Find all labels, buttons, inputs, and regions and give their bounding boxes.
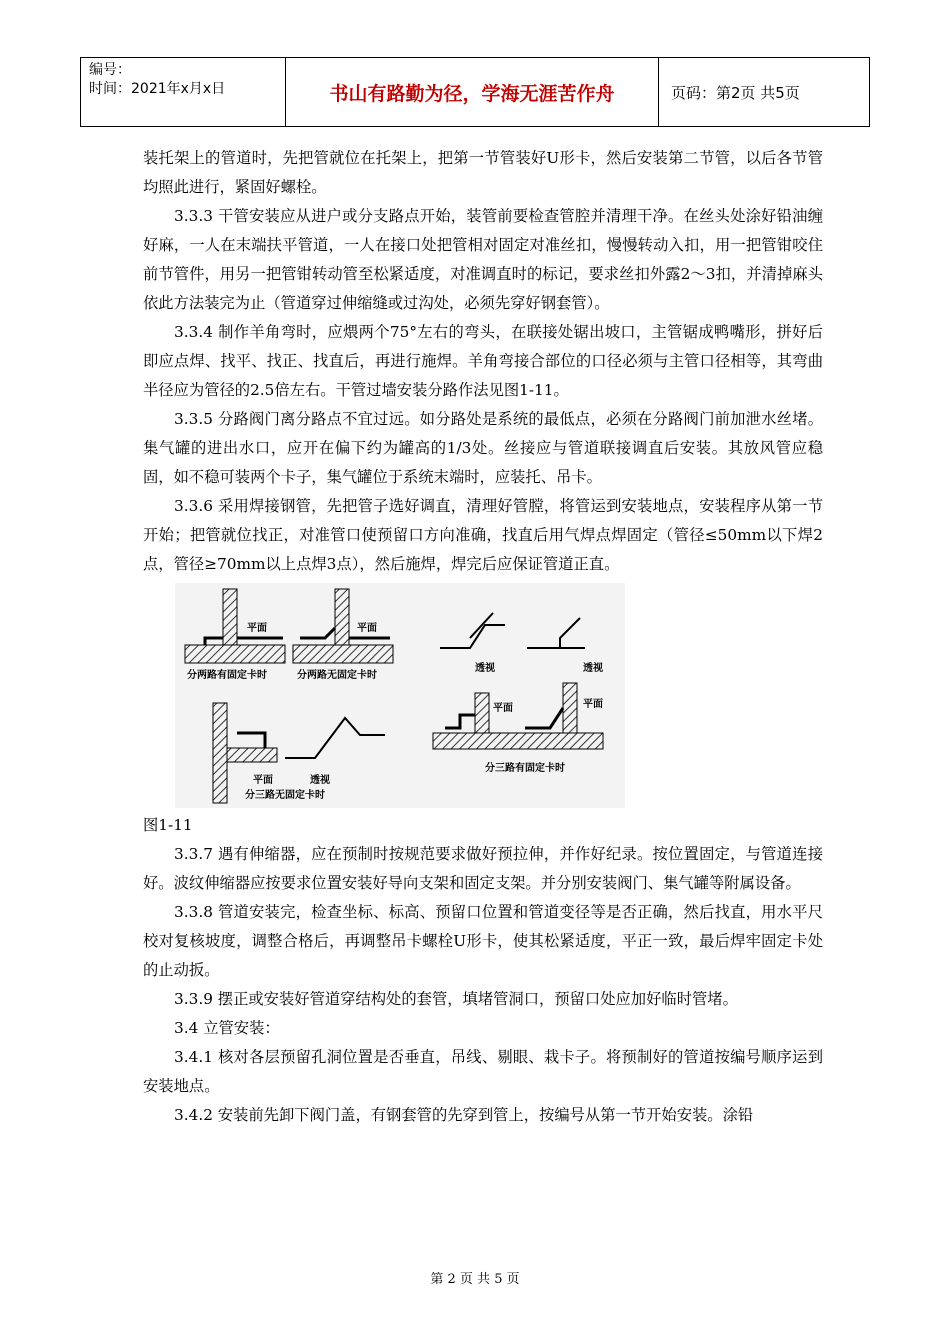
pipe xyxy=(525,708,563,728)
paragraph: 3.4.1 核对各层预留孔洞位置是否垂直，吊线、剔眼、栽卡子。将预制好的管道按编号顺序运到安装地点。 xyxy=(143,1048,823,1095)
pipe xyxy=(300,628,335,638)
wall-section xyxy=(213,703,227,803)
perspective-label: 透视 xyxy=(310,775,330,786)
plan-label: 平面 xyxy=(253,775,273,786)
section-heading: 3.4 立管安装： xyxy=(174,1019,280,1037)
two-branch-noclamp-label: 分两路无固定卡时 xyxy=(297,670,377,681)
floor-slab xyxy=(433,733,603,749)
pipe-branch-diagram xyxy=(175,583,625,808)
figure-caption: 图1-11 xyxy=(143,816,193,834)
pipe-perspective xyxy=(527,618,580,648)
floor-slab xyxy=(185,645,285,663)
paragraph: 装托架上的管道时，先把管就位在托架上，把第一节管装好U形卡，然后安装第二节管，以后各节管均照此进行，紧固好螺栓。 xyxy=(143,149,823,196)
document-body xyxy=(143,144,823,1130)
header-motto: 书山有路勤为径，学海无涯苦作舟 xyxy=(286,58,659,126)
plan-label: 平面 xyxy=(247,623,267,634)
page-header xyxy=(80,57,870,127)
header-meta xyxy=(81,58,286,126)
paragraph: 3.3.5 分路阀门离分路点不宜过远。如分路处是系统的最低点，必须在分路阀门前加泄水丝堵。集气罐的进出水口，应开在偏下约为罐高的1/3处。丝接应与管道联接调直后安装。其放风管应稳固，如不稳可装两个卡子，集气罐位于系统末端时，应装托、吊卡。 xyxy=(143,410,823,486)
wall-section xyxy=(475,693,489,733)
paragraph: 3.3.7 遇有伸缩器，应在预制时按规范要求做好预拉伸，并作好纪录。按位置固定，与管道连接好。波纹伸缩器应按要求位置安装好导向支架和固定支架。并分别安装阀门、集气罐等附属设备。 xyxy=(143,845,823,892)
plan-label: 平面 xyxy=(493,703,513,714)
document-time: 时间：2021年x月x日 xyxy=(89,81,226,97)
wall-section xyxy=(223,589,237,645)
wall-section xyxy=(335,589,349,645)
document-number-label: 编号： xyxy=(89,62,131,78)
paragraph: 3.3.9 摆正或安装好管道穿结构处的套管，填堵管洞口，预留口处应加好临时管堵。 xyxy=(174,990,738,1008)
floor-slab xyxy=(227,748,277,762)
pipe xyxy=(445,715,475,728)
perspective-label: 透视 xyxy=(475,663,495,674)
three-branch-noclamp-label: 分三路无固定卡时 xyxy=(245,790,325,801)
perspective-label: 透视 xyxy=(583,663,603,674)
plan-label: 平面 xyxy=(583,699,603,710)
paragraph: 3.3.3 干管安装应从进户或分支路点开始，装管前要检查管腔并清理干净。在丝头处涂好铅油缠好麻，一人在末端扶平管道，一人在接口处把管相对固定对准丝扣，慢慢转动入扣，用一把管钳咬住前节管件，用另一把管钳转动管至松紧适度，对准调直时的标记，要求丝扣外露2～3扣，并清掉麻头依此方法装完为止（管道穿过伸缩缝或过沟处，必须先穿好钢套管）。 xyxy=(143,207,823,312)
page-footer: 第 2 页 共 5 页 xyxy=(430,1272,520,1287)
plan-label: 平面 xyxy=(357,623,377,634)
paragraph: 3.3.8 管道安装完，检查坐标、标高、预留口位置和管道变径等是否正确，然后找直，用水平尺校对复核坡度，调整合格后，再调整吊卡螺栓U形卡，使其松紧适度，平正一致，最后焊牢固定卡处的止动扳。 xyxy=(143,903,823,979)
paragraph: 3.3.6 采用焊接钢管，先把管子选好调直，清理好管膛，将管运到安装地点，安装程序从第一节开始；把管就位找正，对准管口使预留口方向准确，找直后用气焊点焊固定（管径≤50mm以下焊2点，管径≥70mm以上点焊3点），然后施焊，焊完后应保证管道正直。 xyxy=(143,497,823,573)
pipe-branch-figure xyxy=(175,583,625,808)
three-branch-clamp-label: 分三路有固定卡时 xyxy=(485,763,565,774)
pipe xyxy=(237,733,265,748)
floor-slab xyxy=(293,645,393,663)
paragraph: 3.3.4 制作羊角弯时，应煨两个75°左右的弯头，在联接处锯出坡口，主管锯成鸭嘴形，拼好后即应点焊、找平、找正、找直后，再进行施焊。羊角弯接合部位的口径必须与主管口径相等，其弯曲半径应为管径的2.5倍左右。干管过墙安装分路作法见图1-11。 xyxy=(143,323,823,399)
paragraph: 3.4.2 安装前先卸下阀门盖，有钢套管的先穿到管上，按编号从第一节开始安装。涂铅 xyxy=(174,1106,754,1124)
pipe-perspective xyxy=(285,718,385,758)
header-page-info: 页码：第2页 共5页 xyxy=(671,83,800,102)
wall-section xyxy=(563,683,577,733)
two-branch-clamp-label: 分两路有固定卡时 xyxy=(187,670,267,681)
pipe xyxy=(205,638,223,645)
